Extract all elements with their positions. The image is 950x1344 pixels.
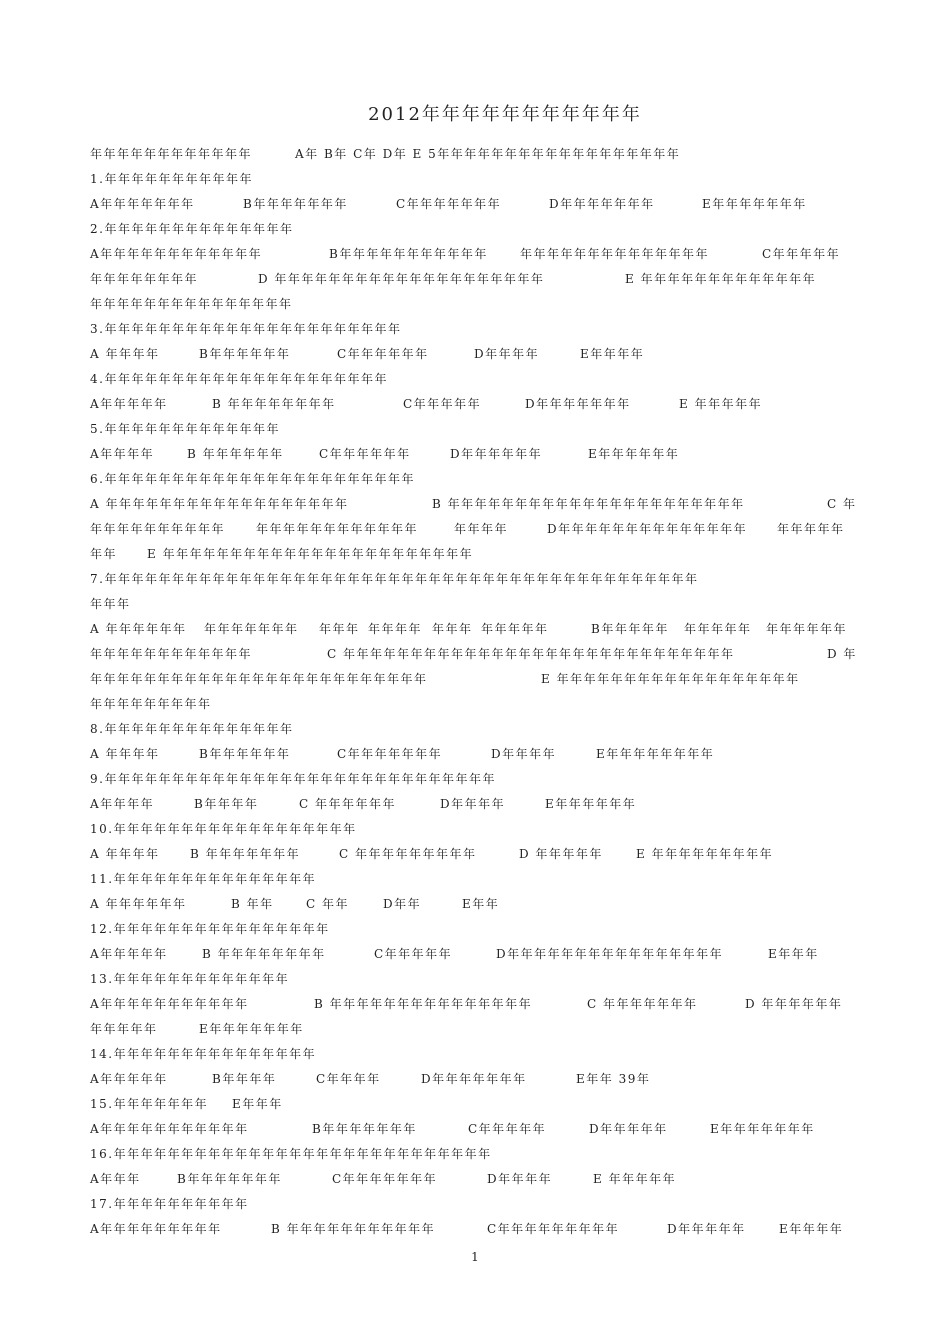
text-segment: C年年年年年 [374, 947, 453, 961]
text-segment: B年年年年年年年 [243, 197, 348, 211]
text-segment: 年年年 [90, 597, 131, 611]
text-segment: E年年年年年年年年 [596, 747, 715, 761]
text-segment: A年年年年年 [90, 947, 168, 961]
text-segment: D年年年年年年年 [525, 397, 631, 411]
text-segment: A年年年年年年年年年年年 [90, 1122, 249, 1136]
text-segment: C年年年年年年 [337, 347, 429, 361]
text-segment: C年年年年年年年 [337, 747, 443, 761]
text-segment: 年年 [90, 547, 118, 561]
text-segment: B年年年年 [194, 797, 259, 811]
text-segment: E 年年年年年 [679, 397, 763, 411]
text-segment: 13.年年年年年年年年年年年年年 [90, 972, 290, 986]
text-segment: 年年年年年 [777, 522, 845, 536]
text-segment: A年年年年年年年 [90, 197, 195, 211]
text-segment: E年年年 [232, 1097, 283, 1111]
text-segment: A 年年年年年年 [90, 897, 187, 911]
text-segment: A 年年年年 [90, 347, 160, 361]
text-segment: D年年年年 [474, 347, 540, 361]
text-segment: D年年年年 [491, 747, 557, 761]
text-segment: A年年年年年 [90, 397, 168, 411]
text-segment: 14.年年年年年年年年年年年年年年年 [90, 1047, 317, 1061]
text-segment: A年年年 [90, 1172, 141, 1186]
text-segment: 7.年年年年年年年年年年年年年年年年年年年年年年年年年年年年年年年年年年年年年年年年年年年年 [90, 572, 699, 586]
text-segment: C 年年年年年年 [299, 797, 396, 811]
text-segment: B 年年年年年年 [187, 447, 284, 461]
text-segment: E年年年年 [580, 347, 645, 361]
text-segment: 年年年 [319, 622, 360, 636]
text-segment: C年年年年年年年年年 [487, 1222, 620, 1236]
page-number: 1 [471, 1250, 479, 1264]
text-segment: D年年年年 [487, 1172, 553, 1186]
text-segment: D年年年年年年年年年年年年年年 [547, 522, 748, 536]
text-segment: C 年年 [306, 897, 349, 911]
text-segment: C年年年年年年年 [396, 197, 502, 211]
text-segment: 年年年年年年年 [204, 622, 299, 636]
text-segment: A 年年年年 [90, 747, 160, 761]
text-segment: 年年年年年年 [766, 622, 848, 636]
text-segment: D 年年年年年年年年年年年年年年年年年年年年 [258, 272, 545, 286]
text-segment: A 年年年年年年 [90, 622, 187, 636]
text-segment: A 年年年年 [90, 847, 160, 861]
text-segment: A年 B年 C年 D年 E 5年年年年年年年年年年年年年年年年年年 [295, 147, 681, 161]
text-segment: D 年 [827, 647, 857, 661]
text-segment: E年年 39年 [576, 1072, 651, 1086]
text-segment: C年年年年年 [403, 397, 482, 411]
text-segment: D 年年年年年年 [745, 997, 843, 1011]
text-segment: 年年年年年年年年 [90, 272, 199, 286]
text-segment: B 年年年年年年年年年年年 [271, 1222, 436, 1236]
text-segment: 年年年年年年年年年年年年 [256, 522, 419, 536]
text-segment: C 年 [827, 497, 857, 511]
text-segment: B年年年年年年年 [312, 1122, 417, 1136]
text-segment: A年年年年 [90, 797, 155, 811]
text-segment: A 年年年年年年年年年年年年年年年年年年 [90, 497, 349, 511]
text-segment: C 年年年年年年年年年年年年年年年年年年年年年年年年年年年年年 [327, 647, 735, 661]
text-segment: B 年年年年年年年年 [212, 397, 336, 411]
text-segment: 年年年年年年年年年年年年年年年年年年年年年年年年年 [90, 672, 428, 686]
text-segment: 3.年年年年年年年年年年年年年年年年年年年年年年 [90, 322, 402, 336]
text-segment: 6.年年年年年年年年年年年年年年年年年年年年年年年 [90, 472, 415, 486]
text-segment: E年年年年年年年 [710, 1122, 815, 1136]
text-segment: 16.年年年年年年年年年年年年年年年年年年年年年年年年年年年年 [90, 1147, 492, 1161]
text-segment: A年年年年年 [90, 1072, 168, 1086]
text-segment: B年年年年年年 [199, 747, 291, 761]
text-segment: B年年年年 [212, 1072, 277, 1086]
text-segment: C年年年年年 [762, 247, 841, 261]
text-segment: B年年年年年年年年年年年 [329, 247, 488, 261]
text-segment: D年年年年年年 [450, 447, 543, 461]
text-segment: D年年 [383, 897, 422, 911]
text-segment: 12.年年年年年年年年年年年年年年年年 [90, 922, 330, 936]
text-segment: E 年年年年年 [593, 1172, 677, 1186]
text-segment: E 年年年年年年年年年 [636, 847, 774, 861]
text-segment: 年年年年 [454, 522, 509, 536]
text-segment: E年年年年年年 [545, 797, 637, 811]
text-segment: 年年年年年年年年年年年年 [90, 147, 253, 161]
text-segment: E 年年年年年年年年年年年年年年年年年年 [541, 672, 800, 686]
text-segment: C 年年年年年年年 [587, 997, 698, 1011]
text-segment: E 年年年年年年年年年年年年年 [625, 272, 817, 286]
text-segment: C年年年年年年 [319, 447, 411, 461]
text-segment: 年年年年年年年年年年年年 [90, 647, 253, 661]
text-segment: B年年年年年 [591, 622, 669, 636]
text-segment: A年年年年年年年年年年年 [90, 997, 249, 1011]
text-segment: B年年年年年年 [199, 347, 291, 361]
text-segment: B 年年年年年年年年年年年年年年年 [314, 997, 533, 1011]
page-title: 2012年年年年年年年年年年年 [368, 104, 642, 125]
text-segment: B 年年 [231, 897, 274, 911]
text-segment: 10.年年年年年年年年年年年年年年年年年年 [90, 822, 357, 836]
text-segment: 8.年年年年年年年年年年年年年年 [90, 722, 294, 736]
text-segment: 年年年年年 [481, 622, 549, 636]
text-segment: 1.年年年年年年年年年年年 [90, 172, 253, 186]
text-segment: B 年年年年年年年年 [202, 947, 326, 961]
text-segment: D年年年年年年年 [549, 197, 655, 211]
text-segment: E年年年年年年年 [199, 1022, 304, 1036]
text-segment: 4.年年年年年年年年年年年年年年年年年年年年年 [90, 372, 388, 386]
text-segment: 年年年年年年年年年年 [90, 522, 226, 536]
text-segment: E年年年年年年年 [702, 197, 807, 211]
text-segment: 年年年年年年年年年年年年年年年 [90, 297, 293, 311]
text-segment: 年年年年 [368, 622, 423, 636]
text-segment: D年年年年年年年 [421, 1072, 527, 1086]
text-segment: B 年年年年年年年年年年年年年年年年年年年年年年 [432, 497, 745, 511]
text-segment: B年年年年年年年 [177, 1172, 282, 1186]
text-segment: C年年年年年 [468, 1122, 547, 1136]
text-segment: 5.年年年年年年年年年年年年年 [90, 422, 280, 436]
text-segment: 年年年年年 [684, 622, 752, 636]
text-segment: A年年年年年年年年年年年年 [90, 247, 263, 261]
text-segment: 年年年年年年年年年年年年年年 [520, 247, 710, 261]
text-segment: B 年年年年年年年 [190, 847, 301, 861]
text-segment: 年年年年年 [90, 1022, 158, 1036]
text-segment: C年年年年年年年 [332, 1172, 438, 1186]
text-segment: C年年年年 [316, 1072, 381, 1086]
text-segment: 年年年年年年年年年 [90, 697, 212, 711]
text-segment: E 年年年年年年年年年年年年年年年年年年年年年年年 [147, 547, 474, 561]
text-segment: 11.年年年年年年年年年年年年年年年 [90, 872, 317, 886]
text-segment: E年年年年 [779, 1222, 844, 1236]
text-segment: 年年年 [432, 622, 473, 636]
text-segment: 15.年年年年年年年 [90, 1097, 209, 1111]
text-segment: A年年年年年年年年年 [90, 1222, 222, 1236]
text-segment: D年年年年年年年年年年年年年年年年 [496, 947, 724, 961]
text-segment: D年年年年 [440, 797, 506, 811]
text-segment: 2.年年年年年年年年年年年年年年 [90, 222, 294, 236]
text-segment: E年年年年年年 [588, 447, 680, 461]
text-segment: E年年年 [768, 947, 819, 961]
text-segment: 17.年年年年年年年年年年 [90, 1197, 249, 1211]
text-segment: 9.年年年年年年年年年年年年年年年年年年年年年年年年年年年年年 [90, 772, 496, 786]
text-segment: C 年年年年年年年年年 [339, 847, 477, 861]
text-segment: D年年年年年 [589, 1122, 668, 1136]
text-segment: D 年年年年年 [519, 847, 603, 861]
text-segment: D年年年年年 [667, 1222, 746, 1236]
text-segment: E年年 [462, 897, 500, 911]
text-segment: A年年年年 [90, 447, 155, 461]
